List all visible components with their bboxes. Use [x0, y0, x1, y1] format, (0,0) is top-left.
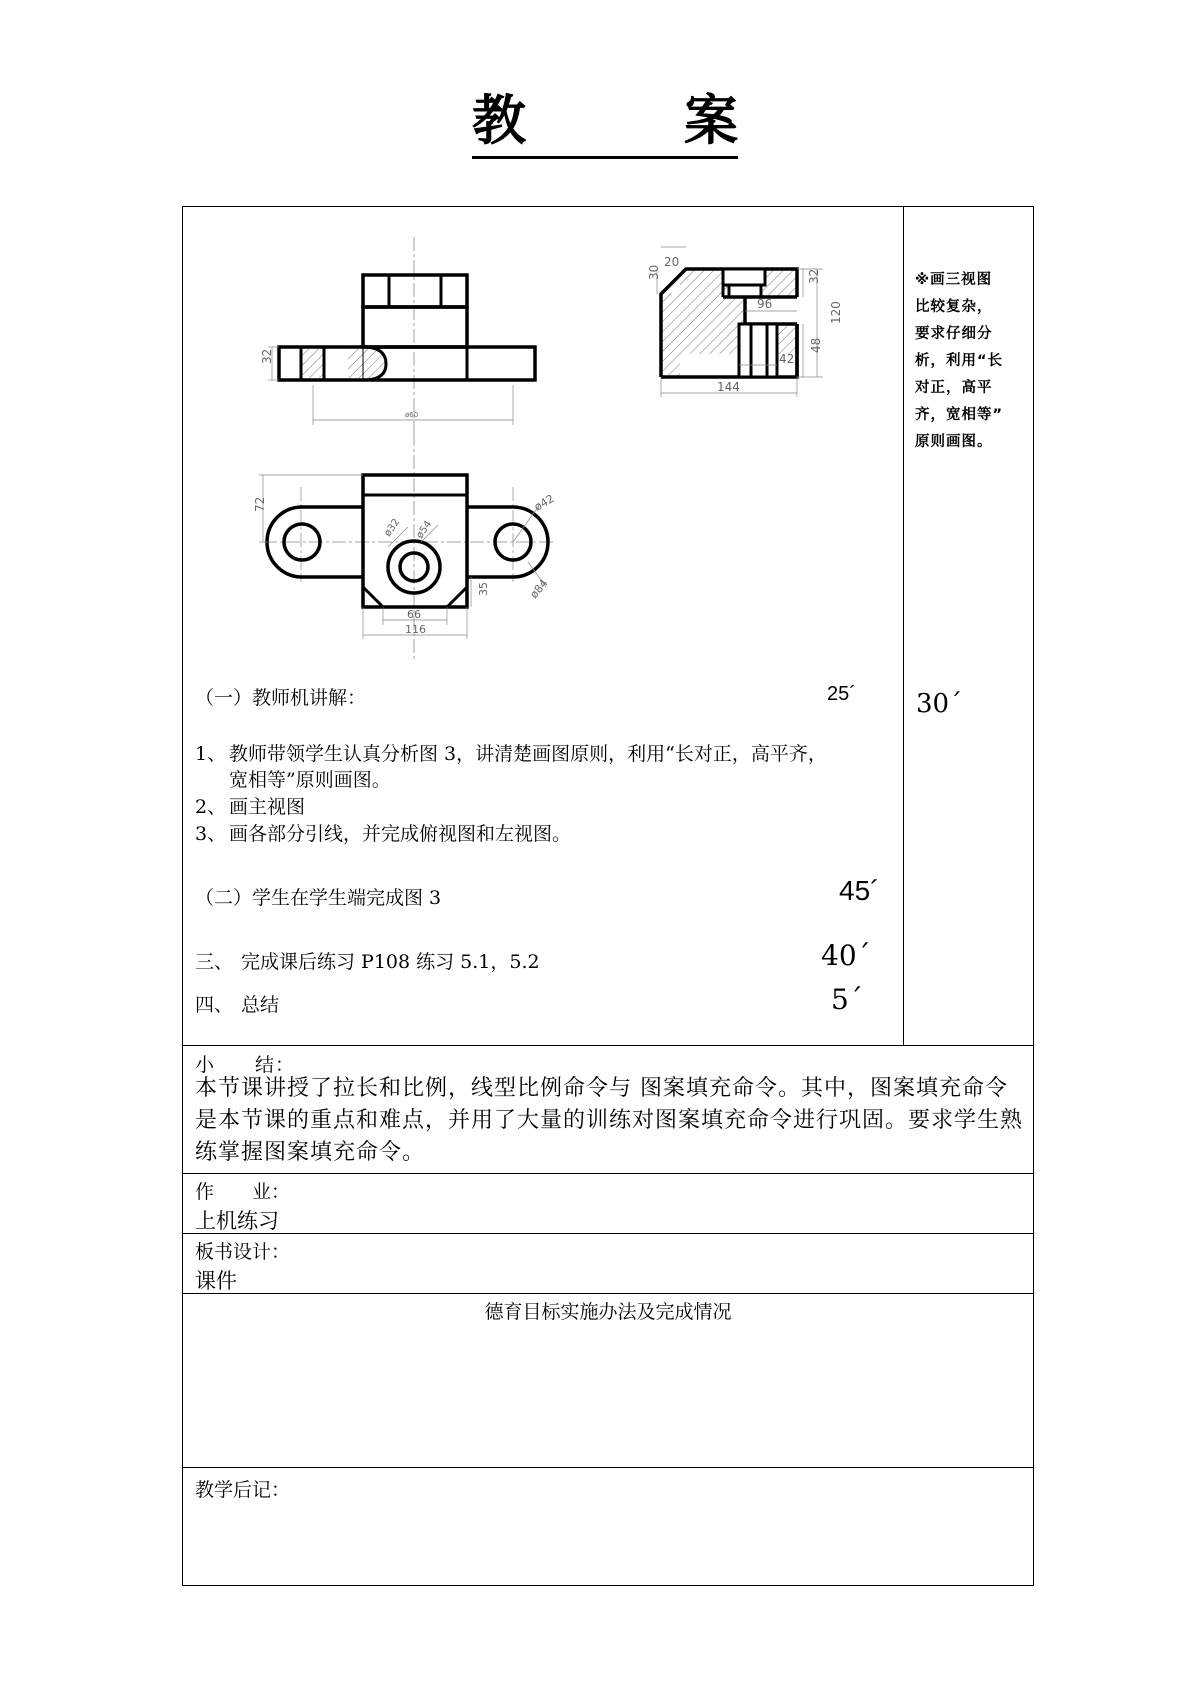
top-dim-72: 72 — [253, 496, 267, 512]
side-dim-42: 42 — [779, 352, 795, 366]
side-note: ※画三视图 比较复杂， 要求仔细分 析，利用“长 对正，高平 齐，宽相等” 原则画图。 — [915, 272, 1004, 450]
section4-text: 总结 — [241, 994, 280, 1016]
item2-text: 画主视图 — [229, 796, 306, 818]
section3-time: 40´ — [821, 939, 871, 972]
side-dim-48: 48 — [809, 337, 823, 353]
top-dim-116: 116 — [405, 623, 426, 636]
summary-text: 本节课讲授了拉长和比例，线型比例命令与 图案填充命令。其中，图案填充命令是本节课的重点和难点，并用了大量的训练对图案填充命令进行巩固。要求学生熟练掌握图案填充命令。 — [195, 1076, 1024, 1165]
row-divider-postscript — [183, 1467, 1033, 1468]
side-dim-120: 120 — [829, 301, 843, 324]
page-title — [472, 88, 738, 159]
top-dim-66: 66 — [407, 608, 421, 621]
homework-label: 作 业： — [195, 1181, 291, 1203]
row-divider-homework — [183, 1173, 1033, 1174]
section2-time: 45´ — [839, 875, 880, 906]
front-dim-width: ø60 — [405, 411, 419, 419]
side-dim-144: 144 — [717, 380, 740, 394]
top-dim-35: 35 — [477, 582, 490, 596]
section1-time: 25´ — [827, 683, 856, 705]
title-char-1: 教 — [472, 89, 526, 152]
side-dim-30: 30 — [647, 264, 661, 280]
item2-number: 2、 — [195, 796, 227, 818]
front-dim-height: 32 — [260, 348, 274, 364]
top-dim-o42: ø42 — [532, 491, 557, 514]
section4-number: 四、 — [195, 994, 234, 1016]
front-view — [268, 237, 535, 432]
side-view — [657, 247, 823, 397]
top-dim-o84: ø84 — [527, 576, 551, 601]
column-divider — [903, 207, 904, 1045]
item1-text-line1: 教师带领学生认真分析图 3，讲清楚画图原则，利用“长对正，高平齐， — [229, 743, 827, 765]
side-dim-20: 20 — [664, 255, 680, 269]
section2-heading: （二）学生在学生端完成图 3 — [195, 887, 442, 909]
section4-time: 5´ — [831, 983, 863, 1016]
title-char-2: 案 — [684, 89, 738, 152]
side-dim-32: 32 — [807, 268, 821, 284]
side-dim-96: 96 — [757, 297, 773, 311]
board-text: 课件 — [195, 1269, 237, 1293]
section3-text: 完成课后练习 P108 练习 5.1，5.2 — [241, 951, 540, 973]
top-dim-o32: ø32 — [382, 516, 403, 539]
item1-text-line2: 宽相等”原则画图。 — [229, 769, 391, 791]
lesson-plan-table — [182, 206, 1034, 1586]
side-note-time: 30´ — [916, 689, 963, 719]
item3-text: 画各部分引线，并完成俯视图和左视图。 — [229, 823, 572, 845]
board-label: 板书设计： — [195, 1241, 291, 1263]
top-dim-o54: ø54 — [414, 518, 435, 541]
postscript-label: 教学后记： — [195, 1479, 291, 1501]
homework-text: 上机练习 — [195, 1209, 279, 1233]
summary-label: 小 结： — [195, 1054, 296, 1076]
item3-number: 3、 — [195, 823, 227, 845]
section3-number: 三、 — [195, 951, 234, 973]
three-view-drawing — [183, 207, 903, 667]
moral-label: 德育目标实施办法及完成情况 — [484, 1301, 732, 1323]
item1-number: 1、 — [195, 743, 227, 765]
row-divider-summary — [183, 1045, 1033, 1046]
row-divider-board — [183, 1233, 1033, 1234]
section1-heading: （一）教师机讲解： — [195, 687, 367, 709]
row-divider-moral — [183, 1293, 1033, 1294]
